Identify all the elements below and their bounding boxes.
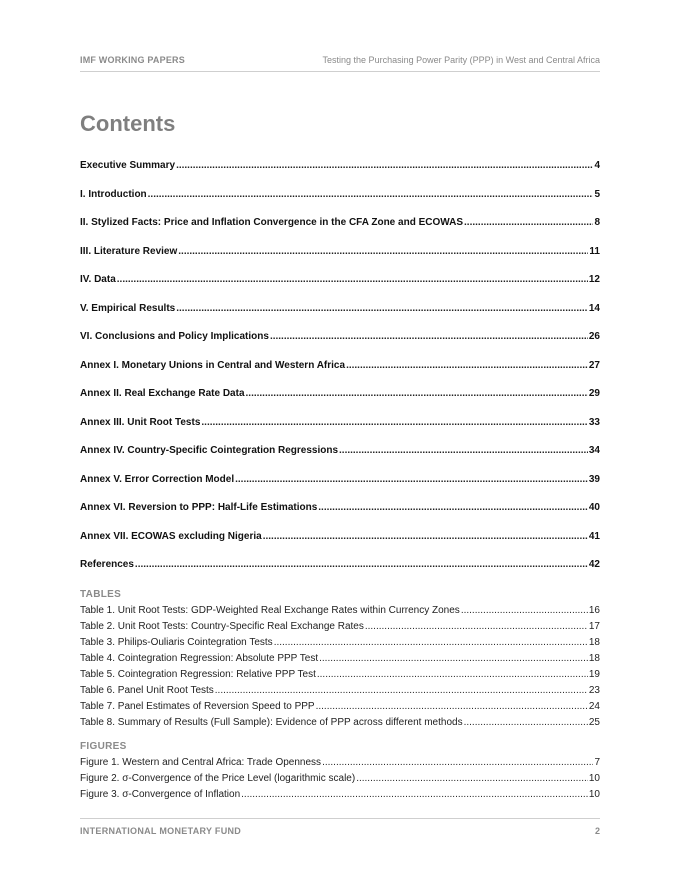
toc-entry[interactable]: [80, 159, 600, 173]
figure-entry-label: Figure 1. Western and Central Africa: Trade Openness: [80, 757, 322, 768]
tables-list: [80, 604, 600, 732]
toc-entry[interactable]: [80, 558, 600, 572]
toc-entry[interactable]: [80, 330, 600, 344]
table-entry-page: 23: [588, 685, 600, 696]
dot-leader: [215, 684, 588, 697]
running-title: Testing the Purchasing Power Parity (PPP) in West and Central Africa: [322, 55, 600, 65]
table-entry-label: Table 7. Panel Estimates of Reversion Speed to PPP: [80, 701, 315, 712]
table-entry-page: 17: [588, 621, 600, 632]
toc-entry-label: I. Introduction: [80, 188, 147, 200]
toc-entry-page: 40: [588, 502, 600, 513]
toc-entry-page: 4: [594, 160, 600, 171]
toc-entry[interactable]: [80, 501, 600, 515]
table-entry[interactable]: [80, 700, 600, 713]
page-title: Contents: [80, 111, 176, 136]
figure-entry[interactable]: [80, 756, 600, 769]
table-entry-label: Table 8. Summary of Results (Full Sample): Evidence of PPP across different methods: [80, 717, 463, 728]
toc-entry-label: Annex VII. ECOWAS excluding Nigeria: [80, 530, 262, 542]
toc-entry-page: 39: [588, 473, 600, 485]
toc-entry-label: VI. Conclusions and Policy Implications: [80, 331, 269, 342]
toc-entry-label: V. Empirical Results: [80, 302, 176, 314]
dot-leader: [148, 188, 594, 202]
toc-entry-label: Annex I. Monetary Unions in Central and Western Africa: [80, 359, 346, 371]
toc-entry-page: 41: [588, 530, 600, 542]
toc-entry[interactable]: [80, 245, 600, 259]
table-entry-label: Table 5. Cointegration Regression: Relative PPP Test: [80, 669, 316, 680]
figure-entry[interactable]: [80, 772, 600, 785]
toc-entry-label: Annex IV. Country-Specific Cointegration Regressions: [80, 445, 339, 456]
page-footer: [80, 818, 600, 839]
figure-entry-label: Figure 2. σ-Convergence of the Price Level (logarithmic scale): [80, 773, 356, 784]
toc-entry-page: 34: [588, 445, 600, 456]
figure-entry[interactable]: [80, 788, 600, 801]
table-entry-label: Table 3. Philips-Ouliaris Cointegration Tests: [80, 637, 273, 648]
toc-entry-page: 12: [588, 274, 600, 285]
toc-entry[interactable]: [80, 273, 600, 287]
toc-entry[interactable]: [80, 530, 600, 544]
dot-leader: [176, 302, 588, 316]
table-entry-page: 24: [588, 701, 600, 712]
table-entry-page: 18: [588, 637, 600, 648]
dot-leader: [263, 530, 588, 544]
toc-entry-page: 11: [589, 245, 600, 257]
table-entry-page: 25: [588, 717, 600, 728]
toc-entry[interactable]: [80, 188, 600, 202]
figure-entry-label: Figure 3. σ-Convergence of Inflation: [80, 789, 241, 800]
dot-leader: [464, 216, 593, 230]
dot-leader: [178, 245, 588, 259]
dot-leader: [346, 359, 588, 373]
dot-leader: [117, 273, 588, 287]
page-header: [80, 55, 600, 72]
table-entry-page: 16: [588, 605, 600, 616]
dot-leader: [461, 604, 588, 617]
dot-leader: [176, 159, 593, 173]
table-entry-label: Table 1. Unit Root Tests: GDP-Weighted Real Exchange Rates within Currency Zones: [80, 605, 460, 616]
table-entry[interactable]: [80, 620, 600, 633]
contents-list: [80, 159, 600, 587]
series-name: IMF WORKING PAPERS: [80, 55, 185, 65]
toc-entry-page: 29: [588, 388, 600, 399]
dot-leader: [316, 700, 588, 713]
toc-entry-label: Annex II. Real Exchange Rate Data: [80, 388, 245, 399]
table-entry[interactable]: [80, 684, 600, 697]
table-entry[interactable]: [80, 604, 600, 617]
dot-leader: [339, 444, 588, 458]
toc-entry-label: Executive Summary: [80, 160, 176, 171]
table-entry-label: Table 2. Unit Root Tests: Country-Specific Real Exchange Rates: [80, 621, 364, 632]
figures-list: [80, 756, 600, 804]
tables-heading: TABLES: [80, 589, 122, 600]
table-entry[interactable]: [80, 652, 600, 665]
dot-leader: [365, 620, 588, 633]
toc-entry-label: IV. Data: [80, 274, 116, 285]
dot-leader: [318, 501, 588, 515]
toc-entry-page: 5: [594, 188, 600, 200]
toc-entry-page: 27: [588, 359, 600, 371]
table-entry[interactable]: [80, 636, 600, 649]
toc-entry[interactable]: [80, 444, 600, 458]
toc-entry-label: III. Literature Review: [80, 245, 178, 257]
toc-entry-page: 14: [588, 302, 600, 314]
dot-leader: [319, 652, 588, 665]
figures-heading: FIGURES: [80, 741, 127, 752]
dot-leader: [274, 636, 588, 649]
toc-entry-page: 26: [588, 331, 600, 342]
table-entry-page: 19: [588, 669, 600, 680]
dot-leader: [235, 473, 588, 487]
toc-entry-label: Annex VI. Reversion to PPP: Half-Life Estimations: [80, 502, 318, 513]
dot-leader: [241, 788, 588, 801]
toc-entry-page: 8: [594, 217, 600, 228]
toc-entry-label: Annex III. Unit Root Tests: [80, 416, 201, 428]
figure-entry-page: 7: [594, 757, 600, 768]
toc-entry[interactable]: [80, 302, 600, 316]
page-number: 2: [594, 826, 600, 836]
dot-leader: [246, 387, 588, 401]
table-entry-label: Table 6. Panel Unit Root Tests: [80, 685, 214, 696]
dot-leader: [201, 416, 587, 430]
toc-entry-label: Annex V. Error Correction Model: [80, 473, 235, 485]
dot-leader: [135, 558, 588, 572]
dot-leader: [464, 716, 588, 729]
toc-entry-page: 42: [588, 559, 600, 570]
toc-entry-label: References: [80, 559, 134, 570]
table-entry-label: Table 4. Cointegration Regression: Absolute PPP Test: [80, 653, 319, 664]
toc-entry-page: 33: [588, 416, 600, 428]
table-entry-page: 18: [588, 653, 600, 664]
figure-entry-page: 10: [588, 789, 600, 800]
toc-entry[interactable]: [80, 359, 600, 373]
toc-entry[interactable]: [80, 387, 600, 401]
toc-entry[interactable]: [80, 473, 600, 487]
dot-leader: [322, 756, 593, 769]
figure-entry-page: 10: [588, 773, 600, 784]
toc-entry[interactable]: [80, 416, 600, 430]
dot-leader: [317, 668, 588, 681]
footer-org: INTERNATIONAL MONETARY FUND: [80, 826, 242, 836]
table-entry[interactable]: [80, 716, 600, 729]
dot-leader: [270, 330, 588, 344]
table-entry[interactable]: [80, 668, 600, 681]
dot-leader: [356, 772, 588, 785]
toc-entry[interactable]: [80, 216, 600, 230]
toc-entry-label: II. Stylized Facts: Price and Inflation Convergence in the CFA Zone and ECOWAS: [80, 217, 464, 228]
